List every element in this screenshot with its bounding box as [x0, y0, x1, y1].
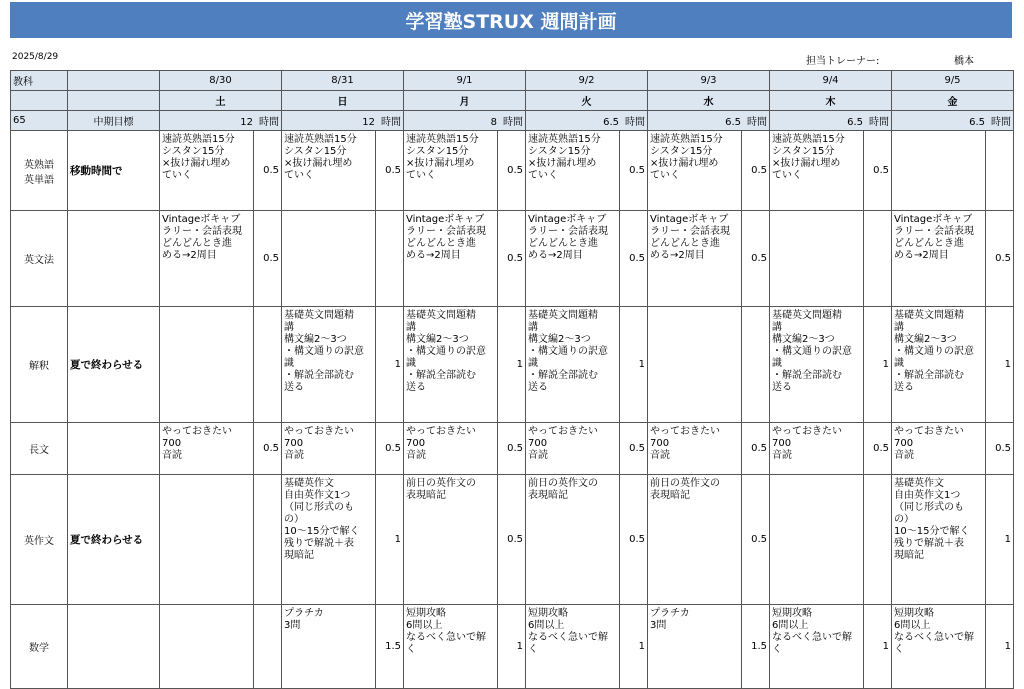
- subject-row: [11, 211, 1014, 307]
- task-hours: 0.5: [742, 131, 770, 211]
- task-cell: [160, 475, 254, 605]
- task-cell: [648, 307, 742, 423]
- task-cell: 速読英熟語15分 シスタン15分 ×抜け漏れ埋め ていく: [404, 131, 498, 211]
- task-hours: 0.5: [620, 211, 648, 307]
- task-cell: [160, 605, 254, 689]
- subject-name: 英作文: [11, 475, 68, 605]
- task-cell: 速読英熟語15分 シスタン15分 ×抜け漏れ埋め ていく: [160, 131, 254, 211]
- day-hours-unit: 時間: [381, 117, 401, 128]
- task-hours: 0.5: [742, 475, 770, 605]
- task-hours: 0.5: [376, 131, 404, 211]
- task-hours: 1: [498, 605, 526, 689]
- task-cell: プラチカ 3問: [648, 605, 742, 689]
- day-hours-value: 12: [362, 117, 375, 128]
- task-hours: 0.5: [620, 131, 648, 211]
- task-cell: [892, 131, 986, 211]
- day-weekday: 水: [648, 91, 770, 111]
- task-cell: Vintageボキャブ ラリー・会話表現 どんどんとき進 める→2周目: [892, 211, 986, 307]
- task-cell: 前日の英作文の 表現暗記: [404, 475, 498, 605]
- day-date: 8/30: [160, 71, 282, 91]
- task-hours: 1: [986, 307, 1014, 423]
- task-cell: やっておきたい 700 音読: [282, 423, 376, 475]
- task-cell: 基礎英文問題精 講 構文編2～3つ ・構文通りの訳意 識 ・解説全部読む 送る: [404, 307, 498, 423]
- task-cell: 前日の英作文の 表現暗記: [526, 475, 620, 605]
- task-cell: [770, 475, 864, 605]
- day-weekday: 火: [526, 91, 648, 111]
- task-hours: [986, 131, 1014, 211]
- task-hours: 0.5: [986, 211, 1014, 307]
- subject-header: 教科: [11, 71, 68, 91]
- header-dates-row: [11, 71, 1014, 91]
- task-hours: 0.5: [498, 475, 526, 605]
- day-planned-hours: [770, 111, 892, 131]
- task-cell: 短期攻略 6問以上 なるべく急いで解 く: [770, 605, 864, 689]
- page-title: 学習塾STRUX 週間計画: [10, 2, 1012, 38]
- mid-term-goal: 夏で終わらせる: [68, 307, 160, 423]
- task-cell: 速読英熟語15分 シスタン15分 ×抜け漏れ埋め ていく: [526, 131, 620, 211]
- day-planned-hours: [648, 111, 770, 131]
- header-number: 65: [11, 111, 68, 131]
- day-date: 9/3: [648, 71, 770, 91]
- task-hours: 0.5: [254, 211, 282, 307]
- trainer-name: 橋本: [954, 56, 974, 67]
- mid-term-goal: [68, 211, 160, 307]
- task-cell: 前日の英作文の 表現暗記: [648, 475, 742, 605]
- task-cell: [282, 211, 376, 307]
- task-hours: 1: [620, 307, 648, 423]
- day-hours-unit: 時間: [869, 117, 889, 128]
- task-cell: 速読英熟語15分 シスタン15分 ×抜け漏れ埋め ていく: [648, 131, 742, 211]
- day-weekday: 土: [160, 91, 282, 111]
- task-hours: 1.5: [742, 605, 770, 689]
- task-cell: やっておきたい 700 音読: [526, 423, 620, 475]
- task-hours: 1: [986, 475, 1014, 605]
- subject-name: 英文法: [11, 211, 68, 307]
- day-weekday: 木: [770, 91, 892, 111]
- day-planned-hours: [892, 111, 1014, 131]
- task-cell: Vintageボキャブ ラリー・会話表現 どんどんとき進 める→2周目: [526, 211, 620, 307]
- task-hours: 0.5: [864, 131, 892, 211]
- task-hours: [864, 211, 892, 307]
- task-cell: 短期攻略 6問以上 なるべく急いで解 く: [892, 605, 986, 689]
- day-hours-value: 6.5: [725, 117, 741, 128]
- task-cell: やっておきたい 700 音読: [160, 423, 254, 475]
- task-hours: 0.5: [986, 423, 1014, 475]
- day-planned-hours: [526, 111, 648, 131]
- task-hours: 0.5: [620, 475, 648, 605]
- subject-row: [11, 131, 1014, 211]
- task-cell: 基礎英文問題精 講 構文編2～3つ ・構文通りの訳意 識 ・解説全部読む 送る: [892, 307, 986, 423]
- day-hours-unit: 時間: [503, 117, 523, 128]
- task-hours: 0.5: [498, 211, 526, 307]
- task-hours: 1: [376, 475, 404, 605]
- task-cell: プラチカ 3問: [282, 605, 376, 689]
- task-cell: 速読英熟語15分 シスタン15分 ×抜け漏れ埋め ていく: [770, 131, 864, 211]
- day-date: 9/5: [892, 71, 1014, 91]
- mid-term-goal: 夏で終わらせる: [68, 475, 160, 605]
- task-hours: 0.5: [864, 423, 892, 475]
- task-hours: [254, 475, 282, 605]
- day-hours-value: 6.5: [847, 117, 863, 128]
- day-weekday: 金: [892, 91, 1014, 111]
- day-planned-hours: [160, 111, 282, 131]
- task-hours: [254, 605, 282, 689]
- day-weekday: 日: [282, 91, 404, 111]
- subject-row: [11, 475, 1014, 605]
- task-cell: 短期攻略 6問以上 なるべく急いで解 く: [526, 605, 620, 689]
- task-hours: 0.5: [254, 423, 282, 475]
- task-cell: 基礎英文問題精 講 構文編2～3つ ・構文通りの訳意 識 ・解説全部読む 送る: [770, 307, 864, 423]
- day-planned-hours: [404, 111, 526, 131]
- subject-row: [11, 307, 1014, 423]
- task-hours: 1: [864, 307, 892, 423]
- trainer-label: 担当トレーナー:: [806, 56, 880, 67]
- task-hours: 0.5: [376, 423, 404, 475]
- task-cell: [770, 211, 864, 307]
- day-date: 9/1: [404, 71, 526, 91]
- task-cell: [160, 307, 254, 423]
- day-planned-hours: [282, 111, 404, 131]
- task-cell: 基礎英作文 自由英作文1つ （同じ形式のも の） 10～15分で解く 残りで解説＋表 現暗記: [282, 475, 376, 605]
- plan-date: 2025/8/29: [12, 52, 59, 62]
- day-hours-value: 8: [490, 117, 497, 128]
- task-cell: Vintageボキャブ ラリー・会話表現 どんどんとき進 める→2周目: [160, 211, 254, 307]
- task-cell: 速読英熟語15分 シスタン15分 ×抜け漏れ埋め ていく: [282, 131, 376, 211]
- task-hours: 0.5: [498, 131, 526, 211]
- goal-header: 中期目標: [68, 111, 160, 131]
- task-hours: 0.5: [498, 423, 526, 475]
- subject-name: 解釈: [11, 307, 68, 423]
- task-hours: 0.5: [742, 211, 770, 307]
- task-cell: やっておきたい 700 音読: [770, 423, 864, 475]
- day-hours-unit: 時間: [259, 117, 279, 128]
- task-hours: 1: [620, 605, 648, 689]
- mid-term-goal: 移動時間で: [68, 131, 160, 211]
- task-hours: 0.5: [742, 423, 770, 475]
- task-hours: [864, 475, 892, 605]
- mid-term-goal: [68, 605, 160, 689]
- mid-term-goal: [68, 423, 160, 475]
- day-hours-value: 6.5: [603, 117, 619, 128]
- task-hours: 1: [376, 307, 404, 423]
- day-hours-value: 12: [240, 117, 253, 128]
- header-weekdays-row: [11, 91, 1014, 111]
- weekly-plan-table: [10, 70, 1014, 689]
- day-hours-unit: 時間: [625, 117, 645, 128]
- task-hours: [376, 211, 404, 307]
- task-hours: 1: [986, 605, 1014, 689]
- task-cell: 基礎英文問題精 講 構文編2～3つ ・構文通りの訳意 識 ・解説全部読む 送る: [526, 307, 620, 423]
- day-weekday: 月: [404, 91, 526, 111]
- task-cell: 基礎英文問題精 講 構文編2～3つ ・構文通りの訳意 識 ・解説全部読む 送る: [282, 307, 376, 423]
- subject-name: 長文: [11, 423, 68, 475]
- task-cell: やっておきたい 700 音読: [404, 423, 498, 475]
- task-hours: 0.5: [620, 423, 648, 475]
- task-cell: 短期攻略 6問以上 なるべく急いで解 く: [404, 605, 498, 689]
- task-cell: やっておきたい 700 音読: [892, 423, 986, 475]
- subject-row: [11, 423, 1014, 475]
- task-cell: やっておきたい 700 音読: [648, 423, 742, 475]
- day-hours-unit: 時間: [747, 117, 767, 128]
- task-hours: 1.5: [376, 605, 404, 689]
- subject-row: [11, 605, 1014, 689]
- day-date: 9/4: [770, 71, 892, 91]
- day-hours-unit: 時間: [991, 117, 1011, 128]
- day-date: 8/31: [282, 71, 404, 91]
- day-date: 9/2: [526, 71, 648, 91]
- task-cell: Vintageボキャブ ラリー・会話表現 どんどんとき進 める→2周目: [404, 211, 498, 307]
- subject-name: 英熟語 英単語: [11, 131, 68, 211]
- task-hours: 1: [498, 307, 526, 423]
- task-cell: Vintageボキャブ ラリー・会話表現 どんどんとき進 める→2周目: [648, 211, 742, 307]
- task-hours: [742, 307, 770, 423]
- subject-name: 数学: [11, 605, 68, 689]
- task-hours: 0.5: [254, 131, 282, 211]
- task-hours: 1: [864, 605, 892, 689]
- task-cell: 基礎英作文 自由英作文1つ （同じ形式のも の） 10～15分で解く 残りで解説＋表 現暗記: [892, 475, 986, 605]
- task-hours: [254, 307, 282, 423]
- header-hours-row: [11, 111, 1014, 131]
- day-hours-value: 6.5: [969, 117, 985, 128]
